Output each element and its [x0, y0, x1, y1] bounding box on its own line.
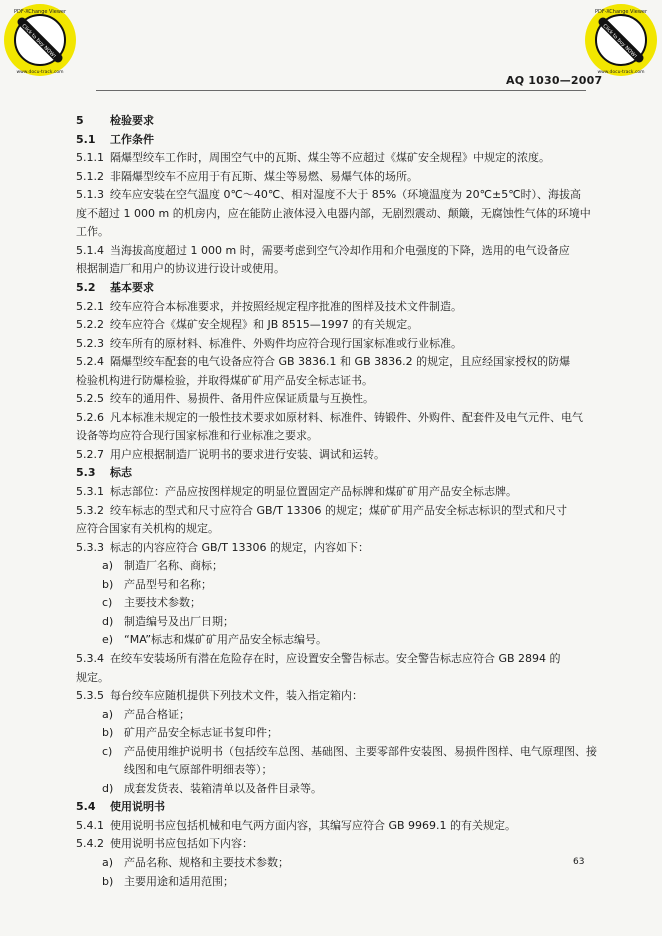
- text-line: [76, 224, 596, 240]
- clause-number: 5.2.4: [76, 355, 104, 369]
- clause-number: b): [102, 874, 114, 888]
- clause-text: 线图和电气原部件明细表等）；: [124, 763, 273, 777]
- list-item: [102, 707, 622, 723]
- clause-text: 用户应根据制造厂说明书的要求进行安装、调试和运转。: [110, 447, 385, 461]
- text-line: [76, 836, 596, 852]
- clause-number: 5: [76, 114, 84, 127]
- clause-number: 5.3.2: [76, 503, 104, 517]
- clause-text: 矿用产品安全标志证书复印件；: [124, 726, 278, 740]
- clause-text: 工作条件: [110, 132, 154, 146]
- clause-text: 每台绞车应随机提供下列技术文件，装入指定箱内：: [110, 689, 363, 703]
- svg-text:www.docu-track.com: www.docu-track.com: [16, 70, 64, 75]
- clause-text: 检验机构进行防爆检验，并取得煤矿矿用产品安全标志证书。: [76, 373, 373, 387]
- clause-text: 非隔爆型绞车不应用于有瓦斯、煤尘等易燃、易爆气体的场所。: [110, 169, 418, 183]
- text-line: [76, 503, 596, 519]
- clause-text: 绞车应符合《煤矿安全规程》和 JB 8515—1997 的有关规定。: [110, 318, 419, 332]
- clause-text: 规定。: [76, 670, 109, 684]
- text-line: [76, 187, 596, 203]
- clause-number: 5.4: [76, 800, 96, 814]
- subsection-heading: [76, 799, 596, 815]
- text-line: [76, 540, 596, 556]
- text-line: [76, 336, 596, 352]
- clause-number: d): [102, 781, 114, 795]
- text-line: [76, 818, 596, 834]
- clause-text: 根据制造厂和用户的协议进行设计或使用。: [76, 262, 285, 276]
- clause-text: 工作。: [76, 225, 109, 239]
- clause-number: 5.1.4: [76, 243, 104, 257]
- text-line: [76, 670, 596, 686]
- clause-text: 绞车应符合本标准要求，并按照经规定程序批准的图样及技术文件制造。: [110, 299, 462, 313]
- list-item: [102, 781, 622, 797]
- clause-text: “MA”标志和煤矿矿用产品安全标志编号。: [124, 633, 328, 647]
- svg-text:PDF-XChange Viewer: PDF-XChange Viewer: [13, 9, 67, 15]
- clause-text: 成套发货表、装箱清单以及备件目录等。: [124, 781, 322, 795]
- text-line: [76, 261, 596, 277]
- text-line: [124, 762, 644, 778]
- clause-number: 5.4.1: [76, 818, 104, 832]
- clause-text: 绞车所有的原材料、标准件、外购件均应符合现行国家标准或行业标准。: [110, 336, 462, 350]
- clause-number: 5.3: [76, 466, 96, 480]
- clause-text: 使用说明书: [110, 800, 165, 814]
- clause-text: 主要用途和适用范围；: [124, 874, 234, 888]
- clause-text: 设备等均应符合现行国家标准和行业标准之要求。: [76, 429, 318, 443]
- clause-number: 5.1.2: [76, 169, 104, 183]
- list-item: [102, 614, 622, 630]
- clause-number: 5.3.3: [76, 540, 104, 554]
- clause-number: a): [102, 559, 114, 573]
- text-line: [76, 354, 596, 370]
- clause-text: 绞车应安装在空气温度 0℃～40℃、相对湿度不大于 85%（环境温度为 20℃±5℃时）、海拔高: [110, 188, 582, 202]
- text-line: [76, 651, 596, 667]
- clause-text: 度不超过 1 000 m 的机房内，应在能防止液体浸入电器内部，无剧烈震动、颠簸，无腐蚀性气体的环境中: [76, 206, 591, 220]
- clause-number: 5.3.1: [76, 485, 104, 498]
- clause-text: 产品使用维护说明书（包括绞车总图、基础图、主要零部件安装图、易损件图样、电气原理图、接: [124, 744, 597, 758]
- clause-number: 5.3.4: [76, 651, 104, 665]
- list-item: [102, 855, 622, 871]
- clause-text: 隔爆型绞车配套的电气设备应符合 GB 3836.1 和 GB 3836.2 的规定，且应经国家授权的防爆: [110, 355, 571, 369]
- clause-number: 5.2.3: [76, 336, 104, 350]
- clause-number: 5.3.5: [76, 689, 104, 703]
- clause-text: 在绞车安装场所有潜在危险存在时，应设置安全警告标志。安全警告标志应符合 GB 2894 的: [110, 651, 561, 665]
- svg-text:Click to buy NOW!: Click to buy NOW!: [601, 23, 638, 60]
- text-line: [76, 150, 596, 166]
- clause-text: 当海拔高度超过 1 000 m 时，需要考虑到空气冷却作用和介电强度的下降，选用的电气设备应: [110, 243, 570, 257]
- list-item: [102, 744, 622, 760]
- text-line: [76, 447, 596, 463]
- text-line: [76, 243, 596, 259]
- clause-text: 凡本标准未规定的一般性技术要求如原材料、标准件、铸锻件、外购件、配套件及电气元件、电气: [110, 410, 583, 424]
- section-heading: [76, 113, 596, 129]
- clause-text: 标志的内容应符合 GB/T 13306 的规定，内容如下：: [110, 540, 369, 554]
- clause-text: 绞车标志的型式和尺寸应符合 GB/T 13306 的规定；煤矿矿用产品安全标志标识的型式和尺寸: [110, 503, 567, 517]
- subsection-heading: [76, 465, 596, 481]
- list-item: [102, 874, 622, 890]
- text-line: [76, 688, 596, 704]
- text-line: [76, 521, 596, 537]
- clause-number: c): [102, 596, 113, 610]
- text-line: [76, 169, 596, 185]
- document-code: AQ 1030—2007: [506, 74, 603, 87]
- clause-number: 5.2.5: [76, 392, 104, 406]
- svg-text:PDF-XChange Viewer: PDF-XChange Viewer: [594, 9, 648, 15]
- clause-text: 制造厂名称、商标；: [124, 559, 223, 573]
- clause-number: e): [102, 633, 114, 647]
- svg-text:www.docu-track.com: www.docu-track.com: [597, 70, 645, 75]
- clause-text: 使用说明书应包括如下内容：: [110, 837, 253, 851]
- pdf-xchange-stamp-right-icon[interactable]: [583, 2, 659, 78]
- clause-number: b): [102, 577, 114, 591]
- text-line: [76, 391, 596, 407]
- svg-text:Click to buy NOW!: Click to buy NOW!: [20, 23, 57, 60]
- clause-number: a): [102, 856, 114, 869]
- text-line: [76, 373, 596, 389]
- text-line: [76, 206, 596, 222]
- clause-number: 5.4.2: [76, 837, 104, 851]
- list-item: [102, 558, 622, 574]
- list-item: [102, 595, 622, 611]
- clause-number: a): [102, 707, 114, 721]
- text-line: [76, 484, 596, 500]
- clause-text: 标志: [110, 466, 132, 480]
- clause-text: 制造编号及出厂日期；: [124, 614, 234, 628]
- list-item: [102, 577, 622, 593]
- clause-text: 基本要求: [110, 280, 154, 294]
- clause-number: d): [102, 614, 114, 628]
- clause-text: 使用说明书应包括机械和电气两方面内容，其编写应符合 GB 9969.1 的有关规定。: [110, 818, 517, 832]
- subsection-heading: [76, 132, 596, 148]
- clause-number: 5.2.7: [76, 447, 104, 461]
- text-line: [76, 428, 596, 444]
- pdf-xchange-stamp-left-icon[interactable]: [2, 2, 78, 78]
- clause-number: 5.2.6: [76, 410, 104, 424]
- text-line: [76, 299, 596, 315]
- clause-number: 5.1: [76, 132, 96, 146]
- list-item: [102, 725, 622, 741]
- clause-text: 产品名称、规格和主要技术参数；: [124, 856, 289, 869]
- clause-text: 标志部位：产品应按图样规定的明显位置固定产品标牌和煤矿矿用产品安全标志牌。: [110, 485, 517, 498]
- page-number: 63: [573, 857, 585, 867]
- clause-number: b): [102, 726, 114, 740]
- clause-text: 产品型号和名称；: [124, 577, 212, 591]
- subsection-heading: [76, 280, 596, 296]
- clause-number: 5.2.1: [76, 299, 104, 313]
- clause-number: 5.1.3: [76, 188, 104, 202]
- clause-text: 绞车的通用件、易损件、备用件应保证质量与互换性。: [110, 392, 374, 406]
- clause-text: 隔爆型绞车工作时，周围空气中的瓦斯、煤尘等不应超过《煤矿安全规程》中规定的浓度。: [110, 151, 550, 165]
- clause-text: 应符合国家有关机构的规定。: [76, 522, 219, 536]
- clause-text: 产品合格证；: [124, 707, 190, 721]
- clause-text: 检验要求: [110, 114, 154, 127]
- clause-number: 5.1.1: [76, 151, 104, 165]
- clause-number: 5.2.2: [76, 318, 104, 332]
- text-line: [76, 410, 596, 426]
- text-line: [76, 317, 596, 333]
- header-divider: [96, 90, 586, 91]
- clause-text: 主要技术参数；: [124, 596, 201, 610]
- clause-number: c): [102, 744, 113, 758]
- clause-number: 5.2: [76, 280, 96, 294]
- list-item: [102, 632, 622, 648]
